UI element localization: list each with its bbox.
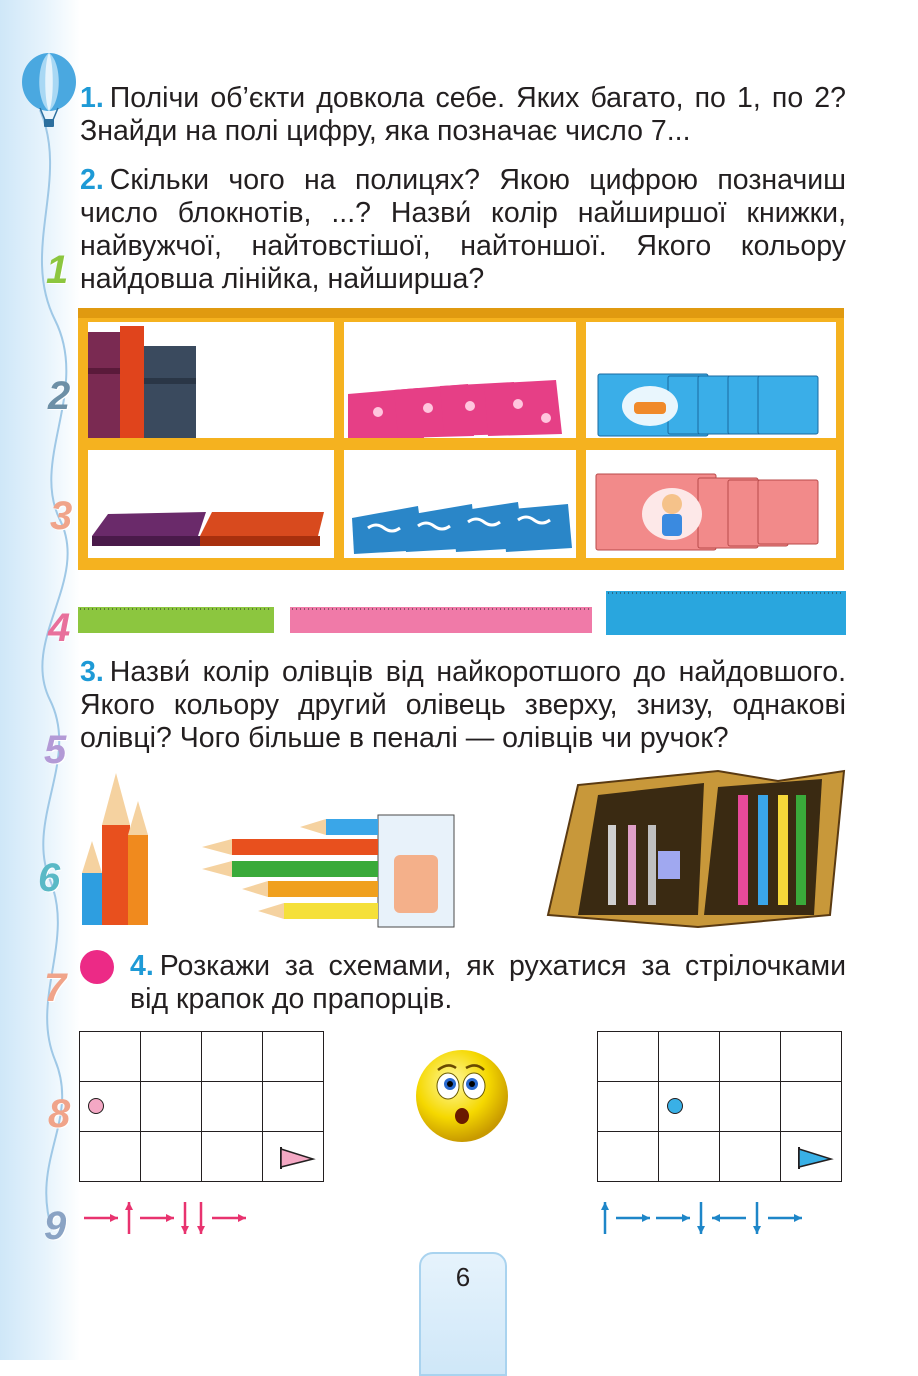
margin-number-3: 3 [50,494,73,538]
task-3-number: 3. [80,656,104,688]
arrow-up-icon [125,1202,133,1234]
flag-icon-right [795,1145,835,1171]
margin-number-9: 9 [44,1204,67,1248]
flag-icon-left [277,1145,317,1171]
surprised-smiley-icon [414,1048,510,1144]
arrow-down-icon [697,1202,705,1234]
arrow-right-icon [616,1214,650,1222]
task-3-text: Назви́ колір олівців від найкоротшого до найдовшого. Якого кольору другий олівець зверху, знизу, однакові олівці? Чого більше в пеналі — олівців чи ручок? [80,656,846,754]
start-dot-right [667,1098,683,1114]
arrow-right-icon [768,1214,802,1222]
arrow-sequence-left [80,1198,280,1238]
arrow-right-icon [656,1214,690,1222]
bookshelf-illustration [78,308,844,570]
scheme-grid-left [79,1031,324,1182]
task-1 [80,82,846,148]
pencils-illustration [78,765,858,935]
margin-number-1: 1 [46,248,69,292]
pink-marker-dot [80,950,114,984]
scheme-grid-right [597,1031,842,1182]
arrow-left-icon [712,1214,746,1222]
margin-vine-decoration [0,0,80,1360]
task-4 [130,950,846,1016]
task-2-text: Скільки чого на полицях? Якою цифрою позначиш число блокнотів, ...? Назви́ колір найширшої книжки, найвужчої, найтовстішої, найтоншої. Якого кольору найдовша лінійка, найширша? [80,164,846,295]
arrow-sequence-right [596,1198,846,1238]
arrow-right-icon [84,1214,118,1222]
page-number: 6 [455,1262,471,1292]
task-3 [80,656,846,755]
balloon-icon [18,52,80,132]
task-2-number: 2. [80,164,104,196]
margin-number-2: 2 [48,374,71,418]
arrow-right-icon [140,1214,174,1222]
margin-number-5: 5 [44,728,67,772]
task-4-text: Розкажи за схемами, як рухатися за стрілочками від крапок до прапорців. [130,950,846,1015]
margin-number-8: 8 [48,1092,71,1136]
arrow-right-icon [212,1214,246,1222]
task-2 [80,164,846,296]
task-1-text: Полічи об’єкти довкола себе. Яких багато, по 1, по 2? Знайди на полі цифру, яка позначає число 7... [80,82,846,147]
arrow-up-icon [601,1202,609,1234]
arrow-down-icon [197,1202,205,1234]
task-1-number: 1. [80,82,104,114]
arrow-down-icon [181,1202,189,1234]
margin-number-7: 7 [44,966,67,1010]
margin-number-6: 6 [38,856,61,900]
task-4-number: 4. [130,950,154,982]
margin-number-4: 4 [48,606,71,650]
rulers-illustration [78,585,846,641]
arrow-down-icon [753,1202,761,1234]
start-dot-left [88,1098,104,1114]
